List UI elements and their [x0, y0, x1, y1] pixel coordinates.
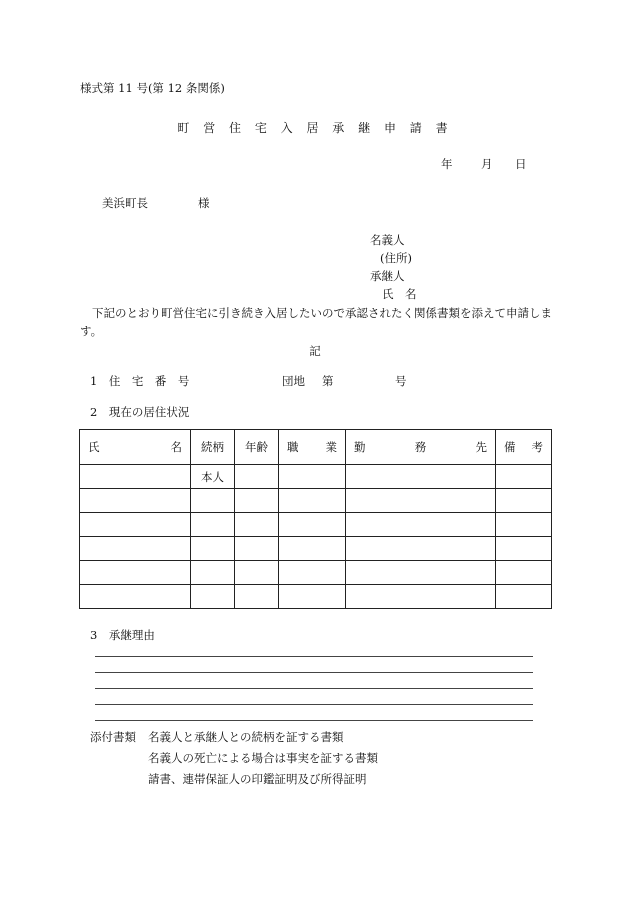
- reason-line[interactable]: [95, 704, 533, 705]
- cell-workplace[interactable]: [346, 465, 496, 489]
- ki-mark: 記: [309, 344, 321, 358]
- cell-remarks[interactable]: [496, 537, 552, 561]
- cell-age[interactable]: [235, 465, 279, 489]
- dai-label: 第: [322, 374, 334, 388]
- cell-age[interactable]: [235, 513, 279, 537]
- go-label: 号: [395, 374, 407, 388]
- table-row: [80, 513, 552, 537]
- date-day-label: 日: [515, 157, 527, 171]
- cell-name[interactable]: [80, 489, 191, 513]
- cell-name[interactable]: [80, 537, 191, 561]
- successor-label: 承継人: [370, 269, 405, 283]
- reason-line[interactable]: [95, 688, 533, 689]
- cell-workplace[interactable]: [346, 561, 496, 585]
- cell-relation[interactable]: [191, 537, 235, 561]
- table-row: [80, 489, 552, 513]
- cell-occupation[interactable]: [279, 465, 346, 489]
- cell-name[interactable]: [80, 465, 191, 489]
- residence-status-label: 2 現在の居住状況: [90, 405, 190, 419]
- header-occupation: 職 業: [279, 430, 346, 465]
- date-year-label: 年: [441, 157, 453, 171]
- residence-table: [79, 429, 552, 609]
- cell-remarks[interactable]: [496, 489, 552, 513]
- form-number: 様式第 11 号(第 12 条関係): [80, 81, 225, 95]
- cell-age[interactable]: [235, 537, 279, 561]
- attachments: [90, 727, 378, 790]
- cell-occupation[interactable]: [279, 585, 346, 609]
- attachment-item: 名義人と承継人との続柄を証する書類: [148, 730, 344, 744]
- date-row: [441, 156, 527, 172]
- cell-occupation[interactable]: [279, 489, 346, 513]
- cell-remarks[interactable]: [496, 585, 552, 609]
- cell-workplace[interactable]: [346, 489, 496, 513]
- reason-line[interactable]: [95, 720, 533, 721]
- danchi-label: 団地: [282, 374, 305, 388]
- cell-workplace[interactable]: [346, 585, 496, 609]
- addressee-name: 美浜町長: [102, 196, 148, 210]
- header-name: 氏 名: [80, 430, 191, 465]
- cell-age[interactable]: [235, 585, 279, 609]
- cell-relation[interactable]: [191, 489, 235, 513]
- cell-name[interactable]: [80, 585, 191, 609]
- header-relation: 続柄: [191, 430, 235, 465]
- cell-age[interactable]: [235, 561, 279, 585]
- cell-remarks[interactable]: [496, 513, 552, 537]
- table-header-row: [80, 430, 552, 465]
- table-row: [80, 537, 552, 561]
- cell-workplace[interactable]: [346, 537, 496, 561]
- table-row: [80, 465, 552, 489]
- attachments-label: 添付書類: [90, 730, 136, 744]
- reason-line[interactable]: [95, 672, 533, 673]
- date-month-label: 月: [481, 157, 493, 171]
- cell-name[interactable]: [80, 561, 191, 585]
- intro-text: 下記のとおり町営住宅に引き続き入居したいので承認されたく関係書類を添えて申請します。: [80, 306, 552, 338]
- cell-relation: 本人: [191, 465, 235, 489]
- cell-remarks[interactable]: [496, 465, 552, 489]
- applicant-block: [370, 231, 417, 303]
- table-row: [80, 561, 552, 585]
- reason-line[interactable]: [95, 656, 533, 657]
- form-title: 町 営 住 宅 入 居 承 継 申 請 書: [177, 121, 453, 135]
- nominee-label: 名義人: [370, 233, 405, 247]
- succession-reason-label: 3 承継理由: [90, 628, 155, 642]
- cell-age[interactable]: [235, 489, 279, 513]
- addressee: [102, 195, 210, 211]
- table-row: [80, 585, 552, 609]
- cell-occupation[interactable]: [279, 561, 346, 585]
- header-remarks: 備 考: [496, 430, 552, 465]
- attachment-item: 名義人の死亡による場合は事実を証する書類: [148, 751, 378, 765]
- attachment-item: 請書、連帯保証人の印鑑証明及び所得証明: [148, 772, 367, 786]
- cell-relation[interactable]: [191, 561, 235, 585]
- cell-relation[interactable]: [191, 513, 235, 537]
- name-label: 氏 名: [382, 287, 417, 301]
- cell-occupation[interactable]: [279, 537, 346, 561]
- cell-occupation[interactable]: [279, 513, 346, 537]
- addressee-honorific: 様: [198, 196, 210, 210]
- cell-relation[interactable]: [191, 585, 235, 609]
- housing-number-label: 1 住 宅 番 号: [90, 374, 190, 388]
- cell-workplace[interactable]: [346, 513, 496, 537]
- header-workplace: 勤 務 先: [346, 430, 496, 465]
- cell-remarks[interactable]: [496, 561, 552, 585]
- housing-number-row: [90, 373, 407, 389]
- address-label: (住所): [380, 251, 412, 265]
- cell-name[interactable]: [80, 513, 191, 537]
- header-age: 年齢: [235, 430, 279, 465]
